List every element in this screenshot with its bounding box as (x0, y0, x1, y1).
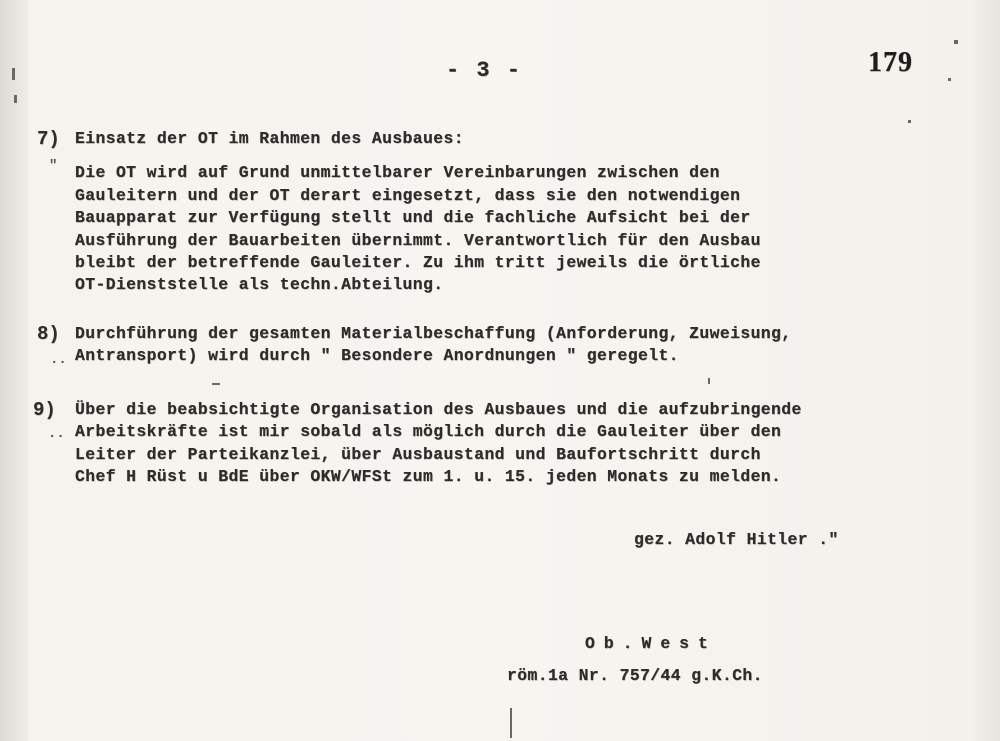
section-7-line: Bauapparat zur Verfügung stellt und die fachliche Aufsicht bei der (75, 208, 751, 227)
scan-mark (954, 40, 958, 44)
section-7-heading: Einsatz der OT im Rahmen des Ausbaues: (75, 129, 464, 148)
section-8-number: 8) (37, 323, 60, 345)
margin-tick: .. (50, 352, 67, 368)
section-9-line: Chef H Rüst u BdE über OKW/WFSt zum 1. u. 15. jeden Monats zu melden. (75, 467, 782, 486)
section-7-line: Die OT wird auf Grund unmittelbarer Vereinbarungen zwischen den (75, 163, 720, 182)
section-7-line: Gauleitern und der OT derart eingesetzt, dass sie den notwendigen (75, 186, 741, 205)
archive-number: 179 (868, 47, 913, 78)
section-8-line: Durchführung der gesamten Materialbeschaffung (Anforderung, Zuweisung, (75, 324, 792, 343)
section-8-line: Antransport) wird durch " Besondere Anordnungen " geregelt. (75, 346, 679, 365)
section-9-line: Über die beabsichtigte Organisation des Ausbaues und die aufzubringende (75, 400, 802, 419)
scan-mark (14, 95, 17, 103)
section-7-number: 7) (37, 128, 60, 150)
office-designation: Ob.West (585, 634, 717, 653)
scan-mark (948, 78, 951, 81)
signature-line: gez. Adolf Hitler ." (634, 530, 839, 549)
section-7-line: bleibt der betreffende Gauleiter. Zu ihm tritt jeweils die örtliche (75, 253, 761, 272)
scan-mark (708, 378, 710, 384)
scan-mark (212, 383, 220, 385)
reference-number: röm.1a Nr. 757/44 g.K.Ch. (507, 666, 763, 685)
section-7-line: Ausführung der Bauarbeiten übernimmt. Verantwortlich für den Ausbau (75, 231, 761, 250)
section-9-line: Arbeitskräfte ist mir sobald als möglich durch die Gauleiter über den (75, 422, 782, 441)
margin-tick: .. (48, 426, 65, 442)
section-7-line: OT-Dienststelle als techn.Abteilung. (75, 275, 444, 294)
scan-mark (510, 708, 512, 738)
margin-tick: " (49, 158, 58, 174)
scan-mark (12, 68, 15, 80)
section-9-line: Leiter der Parteikanzlei, über Ausbaustand und Baufortschritt durch (75, 445, 761, 464)
page-shadow-edge (0, 0, 28, 741)
section-9-number: 9) (33, 399, 56, 421)
page-number: - 3 - (446, 58, 523, 83)
scan-mark (908, 120, 911, 123)
